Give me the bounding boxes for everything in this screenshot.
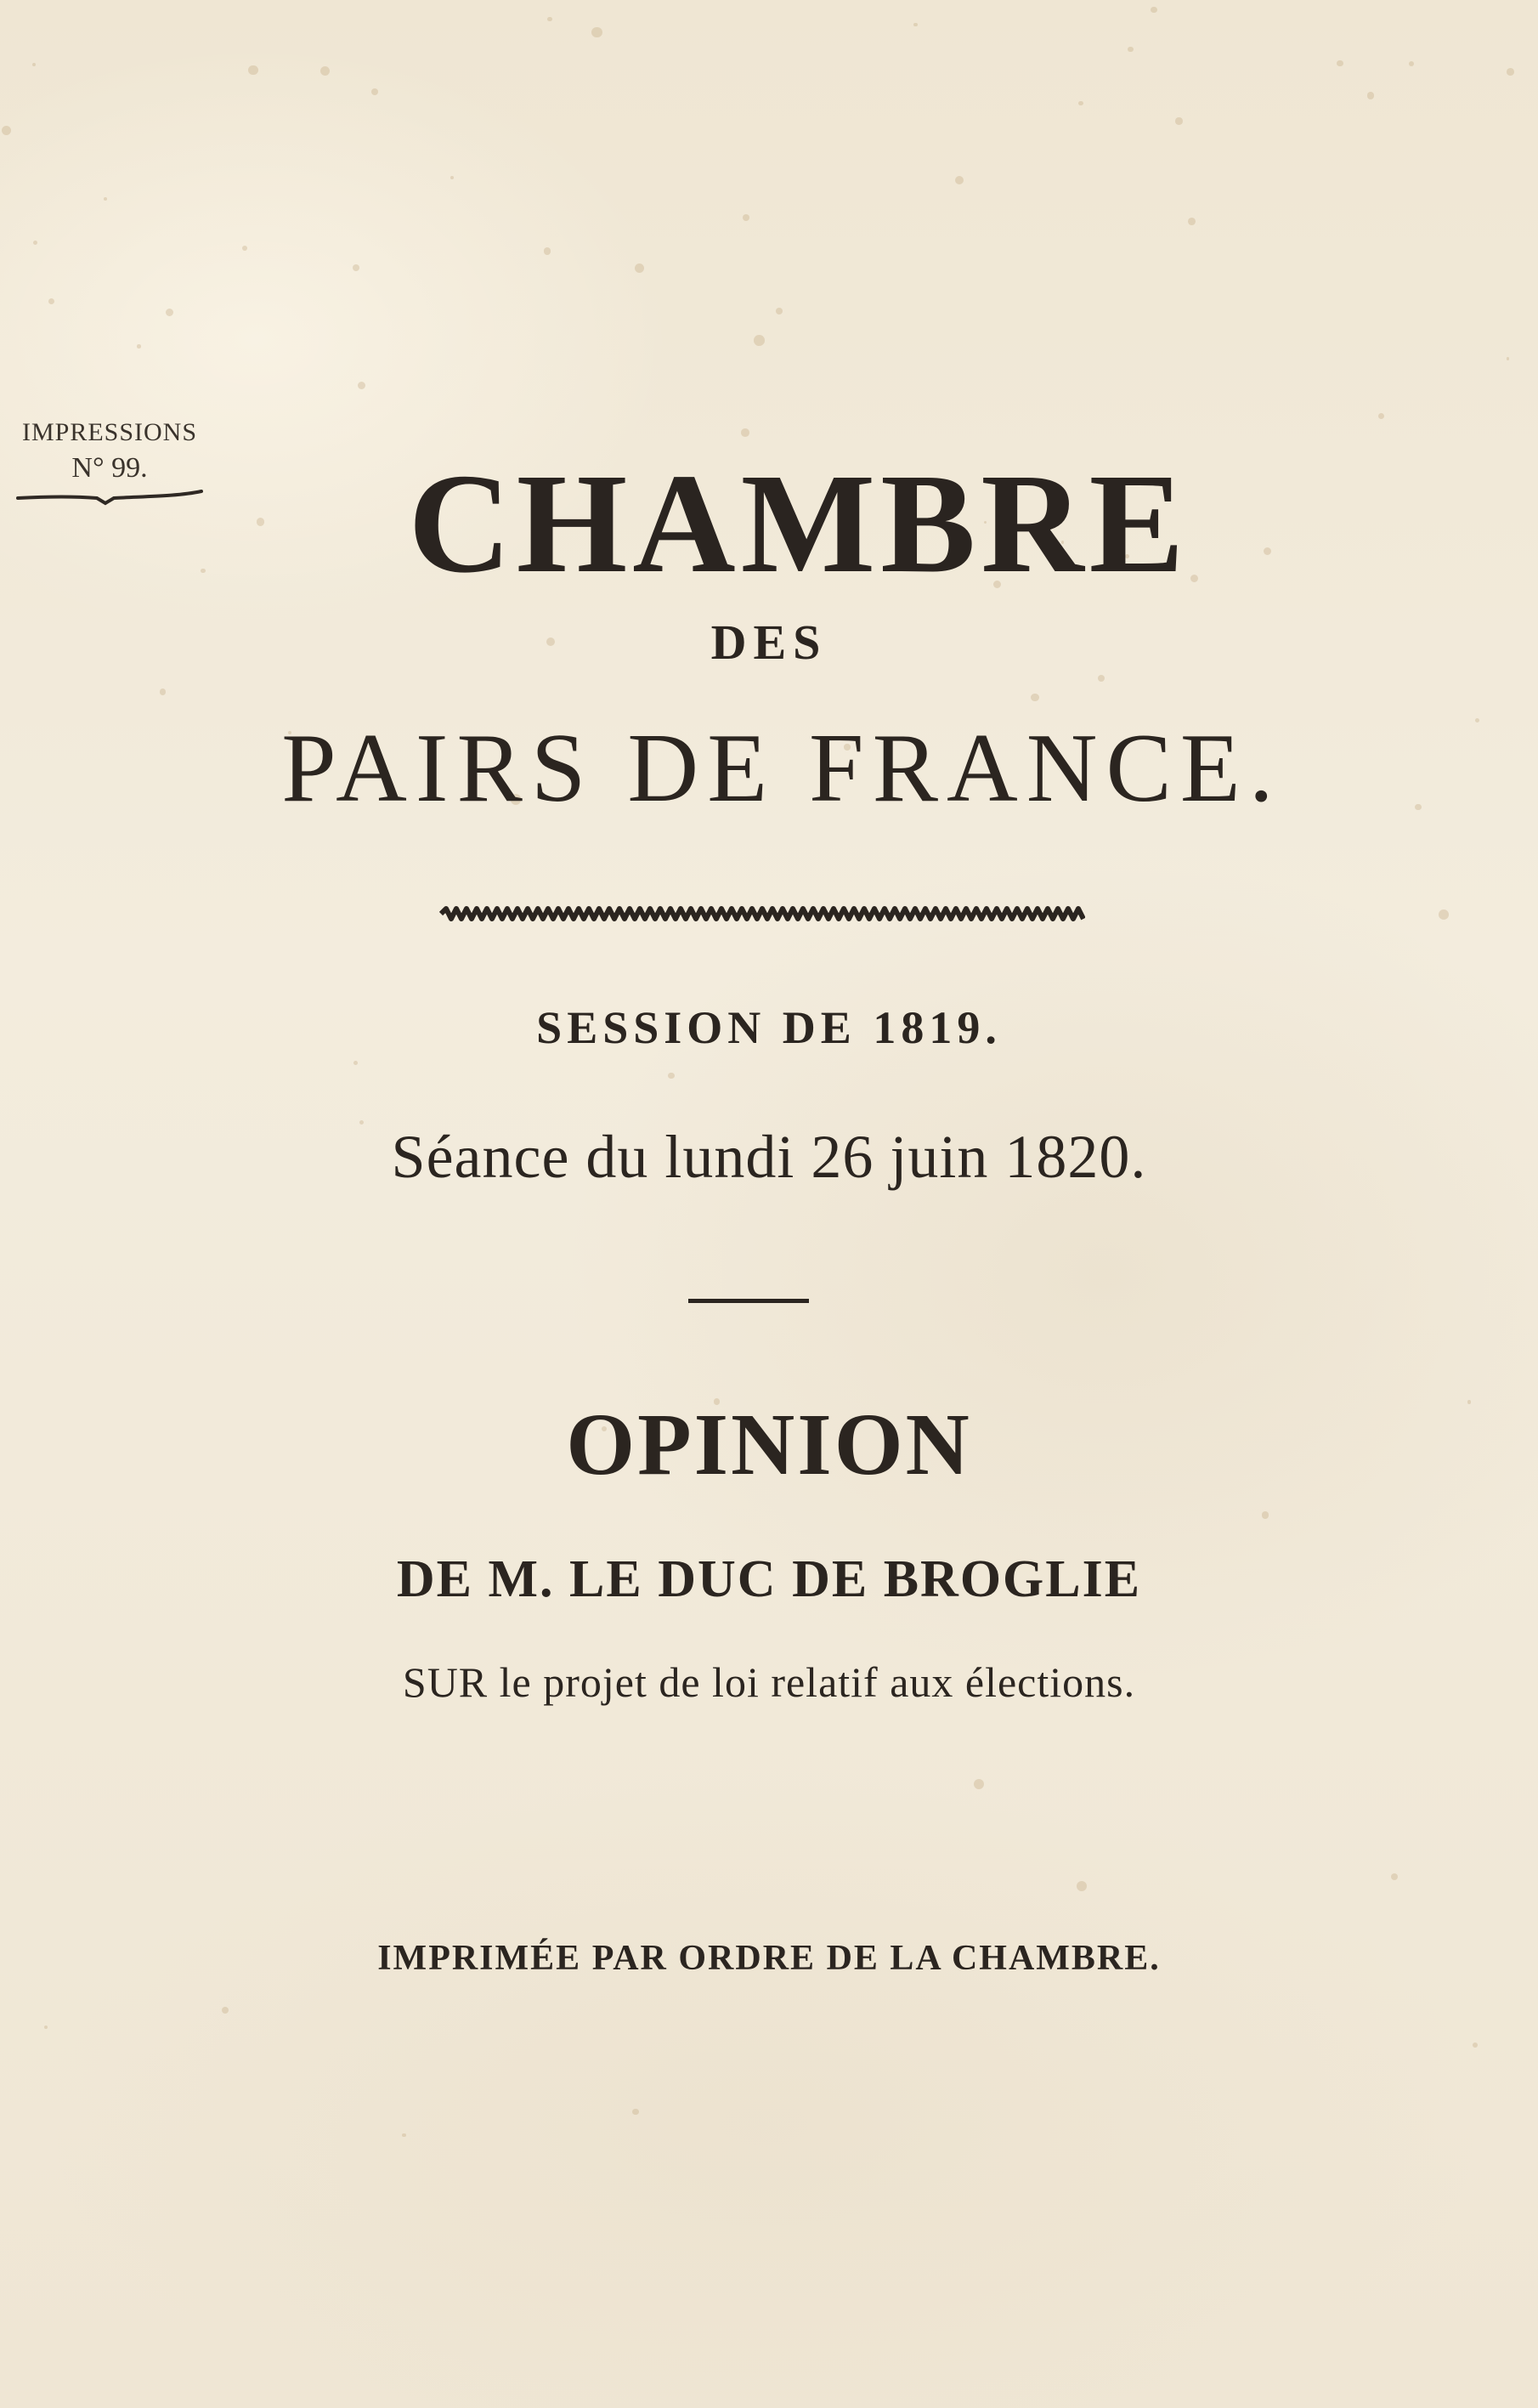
paper-speck: [1151, 7, 1157, 14]
ornamental-wavy-rule: [439, 901, 1085, 926]
paper-speck: [358, 382, 366, 390]
stamp-title: IMPRESSIONS: [21, 418, 198, 446]
paper-speck: [1262, 1511, 1269, 1518]
paper-speck: [450, 176, 454, 179]
paper-speck: [1473, 2043, 1478, 2048]
paper-speck: [44, 2026, 48, 2029]
paper-speck: [1507, 68, 1514, 76]
paper-speck: [32, 63, 37, 67]
des-line: DES: [710, 615, 828, 670]
short-divider: [688, 1299, 809, 1303]
paper-speck: [547, 17, 552, 22]
paper-speck: [955, 176, 964, 184]
paper-speck: [668, 1073, 674, 1079]
paper-speck: [104, 197, 107, 201]
paper-speck: [371, 88, 378, 95]
paper-speck: [544, 247, 551, 255]
paper-speck: [632, 2109, 639, 2116]
paper-speck: [222, 2007, 229, 2014]
paper-speck: [1378, 413, 1384, 419]
paper-speck: [754, 335, 765, 346]
paper-speck: [776, 308, 783, 314]
paper-speck: [320, 66, 330, 76]
paper-speck: [743, 214, 749, 221]
paper-speck: [242, 246, 247, 251]
imprint-line: IMPRIMÉE PAR ORDRE DE LA CHAMBRE.: [377, 1939, 1161, 1978]
paper-speck: [1409, 61, 1415, 67]
pairs-de-france-title: PAIRS DE FRANCE.: [281, 714, 1282, 823]
paper-speck: [635, 263, 644, 273]
paper-speck: [974, 1779, 984, 1789]
author-line: DE M. LE DUC DE BROGLIE: [396, 1550, 1142, 1608]
paper-speck: [248, 65, 258, 76]
paper-speck: [1367, 92, 1374, 99]
paper-speck: [1188, 218, 1196, 225]
paper-speck: [1175, 117, 1182, 124]
paper-speck: [913, 23, 918, 27]
paper-speck: [2, 126, 11, 135]
subject-line: SUR le projet de loi relatif aux élections.: [402, 1658, 1136, 1706]
paper-speck: [1031, 694, 1039, 702]
paper-speck: [353, 1061, 358, 1065]
session-heading: SESSION DE 1819.: [536, 1002, 1002, 1053]
paper-speck: [166, 309, 173, 316]
chamber-title: CHAMBRE: [408, 445, 1190, 603]
paper-speck: [402, 2133, 405, 2137]
paper-speck: [1098, 675, 1105, 682]
seance-date: Séance du lundi 26 juin 1820.: [391, 1123, 1147, 1191]
paper-speck: [1439, 909, 1449, 920]
paper-speck: [1391, 1873, 1398, 1880]
paper-speck: [1507, 357, 1510, 360]
opinion-heading: OPINION: [566, 1396, 972, 1493]
paper-speck: [1078, 101, 1083, 106]
paper-speck: [1337, 60, 1343, 66]
paper-speck: [1128, 47, 1133, 52]
paper-speck: [33, 241, 37, 245]
paper-speck: [741, 428, 749, 437]
paper-speck: [48, 298, 54, 304]
paper-speck: [137, 344, 140, 348]
paper-speck: [353, 264, 359, 271]
paper-speck: [591, 27, 602, 38]
paper-speck: [160, 688, 167, 695]
stamp-number: N° 99.: [71, 452, 148, 484]
paper-speck: [1077, 1881, 1087, 1891]
